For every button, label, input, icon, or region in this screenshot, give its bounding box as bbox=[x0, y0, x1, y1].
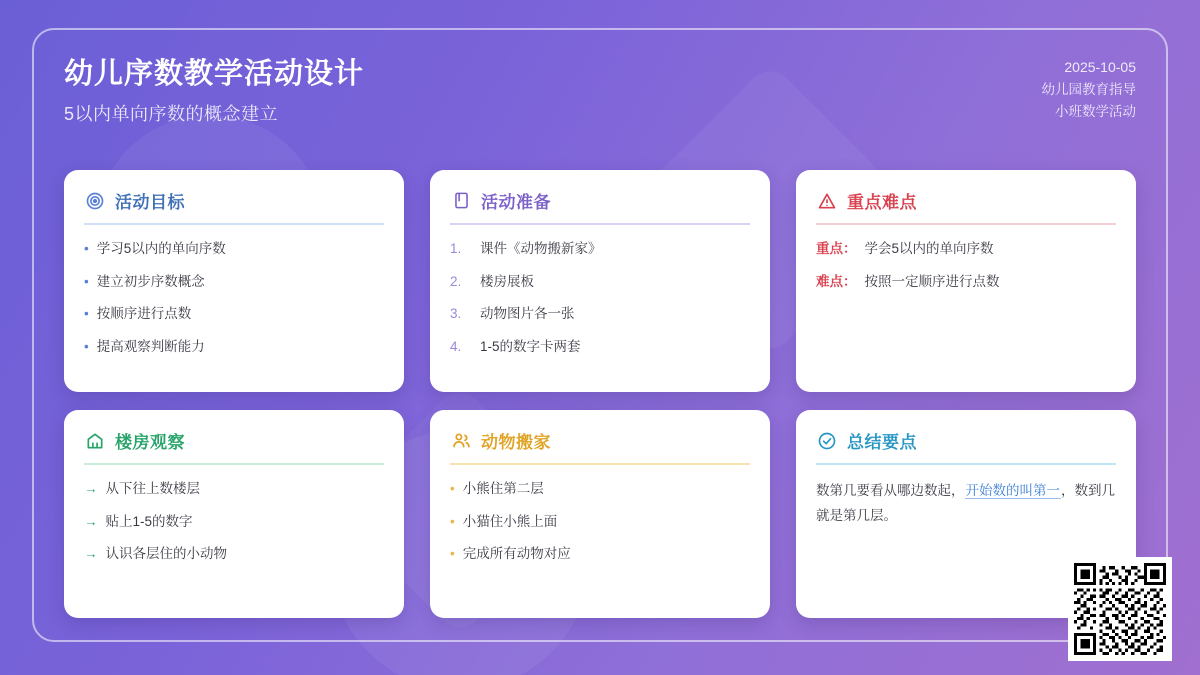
goal-list bbox=[84, 239, 384, 356]
bullet-icon: • bbox=[84, 338, 89, 354]
arrow-icon: → bbox=[84, 546, 98, 562]
list-item bbox=[450, 272, 750, 292]
card-body bbox=[816, 465, 1116, 529]
check-circle-icon bbox=[816, 430, 838, 452]
item-label: 难点： bbox=[816, 273, 857, 289]
book-icon bbox=[450, 190, 472, 212]
list-item-text: 提高观察判断能力 bbox=[96, 338, 205, 354]
list-item bbox=[84, 512, 384, 532]
card-body bbox=[84, 465, 384, 564]
arrow-icon: → bbox=[84, 513, 98, 529]
page-title: 幼儿序数教学活动设计 bbox=[64, 58, 365, 90]
list-item bbox=[84, 239, 384, 259]
card-header bbox=[450, 428, 750, 465]
card-title: 楼房观察 bbox=[115, 433, 185, 452]
card-activity-preparation bbox=[430, 170, 770, 392]
card-header bbox=[84, 188, 384, 225]
list-item-text: 建立初步序数概念 bbox=[96, 273, 205, 289]
summary-text-after: ，数到几就是第几层。 bbox=[816, 483, 1115, 523]
list-item-text: 认识各层住的小动物 bbox=[105, 546, 227, 562]
list-item bbox=[84, 544, 384, 564]
list-item-text: 动物图片各一张 bbox=[480, 306, 575, 322]
summary-highlight: 开始数的叫第一 bbox=[965, 483, 1060, 498]
summary-text-before: 数第几要看从哪边数起， bbox=[816, 483, 965, 498]
house-icon bbox=[84, 430, 106, 452]
title-block bbox=[64, 56, 364, 126]
bullet-icon: • bbox=[84, 273, 89, 289]
card-body bbox=[450, 465, 750, 564]
item-number: 1. bbox=[450, 241, 462, 256]
preparation-list bbox=[450, 239, 750, 356]
list-item-text: 课件《动物搬新家》 bbox=[480, 241, 602, 256]
list-item-text: 贴上1-5的数字 bbox=[105, 513, 193, 529]
list-item bbox=[450, 337, 750, 357]
meta-subcategory: 小班数学活动 bbox=[1055, 104, 1136, 120]
list-item-text: 从下往上数楼层 bbox=[105, 481, 200, 496]
item-number: 2. bbox=[450, 273, 462, 289]
bullet-icon: • bbox=[84, 241, 89, 256]
item-number: 3. bbox=[450, 306, 462, 322]
slide-header bbox=[64, 56, 1136, 126]
card-title: 总结要点 bbox=[847, 433, 917, 452]
list-item-text: 小熊住第二层 bbox=[462, 481, 544, 496]
bullet-icon: • bbox=[450, 546, 455, 562]
card-animal-moving bbox=[430, 410, 770, 618]
list-item bbox=[84, 304, 384, 324]
card-body bbox=[450, 225, 750, 356]
card-header bbox=[84, 428, 384, 465]
list-item bbox=[450, 512, 750, 532]
bullet-icon: • bbox=[450, 481, 455, 496]
card-activity-goal bbox=[64, 170, 404, 392]
warning-icon bbox=[816, 190, 838, 212]
card-title: 活动目标 bbox=[115, 193, 185, 212]
card-header bbox=[816, 188, 1116, 225]
card-title: 活动准备 bbox=[481, 193, 551, 212]
bullet-icon: • bbox=[84, 306, 89, 322]
card-title: 重点难点 bbox=[847, 193, 917, 212]
list-item-text: 1-5的数字卡两套 bbox=[480, 338, 581, 354]
arrow-icon: → bbox=[84, 481, 98, 496]
list-item-text: 按顺序进行点数 bbox=[96, 306, 192, 322]
list-item-text: 完成所有动物对应 bbox=[462, 546, 571, 562]
card-header bbox=[816, 428, 1116, 465]
card-grid bbox=[64, 170, 1136, 618]
meta-date: 2025-10-05 bbox=[1064, 59, 1136, 75]
list-item-text: 按照一定顺序进行点数 bbox=[864, 273, 1000, 289]
list-item-text: 学会5以内的单向序数 bbox=[864, 241, 994, 256]
list-item-text: 小猫住小熊上面 bbox=[462, 513, 558, 529]
list-item bbox=[84, 272, 384, 292]
list-item bbox=[84, 337, 384, 357]
card-key-points bbox=[796, 170, 1136, 392]
list-item bbox=[450, 544, 750, 564]
item-number: 4. bbox=[450, 338, 462, 354]
card-body bbox=[816, 225, 1116, 291]
summary-text bbox=[816, 479, 1116, 529]
observation-list bbox=[84, 479, 384, 564]
card-building-observation bbox=[64, 410, 404, 618]
list-item bbox=[816, 239, 1116, 259]
people-icon bbox=[450, 430, 472, 452]
qr-code[interactable] bbox=[1068, 557, 1172, 661]
list-item-text: 楼房展板 bbox=[480, 273, 534, 289]
list-item bbox=[450, 304, 750, 324]
card-header bbox=[450, 188, 750, 225]
list-item bbox=[450, 479, 750, 499]
card-title: 动物搬家 bbox=[481, 433, 551, 452]
item-label: 重点： bbox=[816, 241, 857, 256]
header-meta bbox=[1042, 56, 1137, 124]
list-item bbox=[450, 239, 750, 259]
target-icon bbox=[84, 190, 106, 212]
bullet-icon: • bbox=[450, 513, 455, 529]
meta-category: 幼儿园教育指导 bbox=[1041, 82, 1136, 98]
list-item-text: 学习5以内的单向序数 bbox=[96, 241, 226, 256]
moving-list bbox=[450, 479, 750, 564]
page-subtitle: 5以内单向序数的概念建立 bbox=[64, 104, 279, 125]
key-points-list bbox=[816, 239, 1116, 291]
card-body bbox=[84, 225, 384, 356]
list-item bbox=[84, 479, 384, 499]
list-item bbox=[816, 272, 1116, 292]
